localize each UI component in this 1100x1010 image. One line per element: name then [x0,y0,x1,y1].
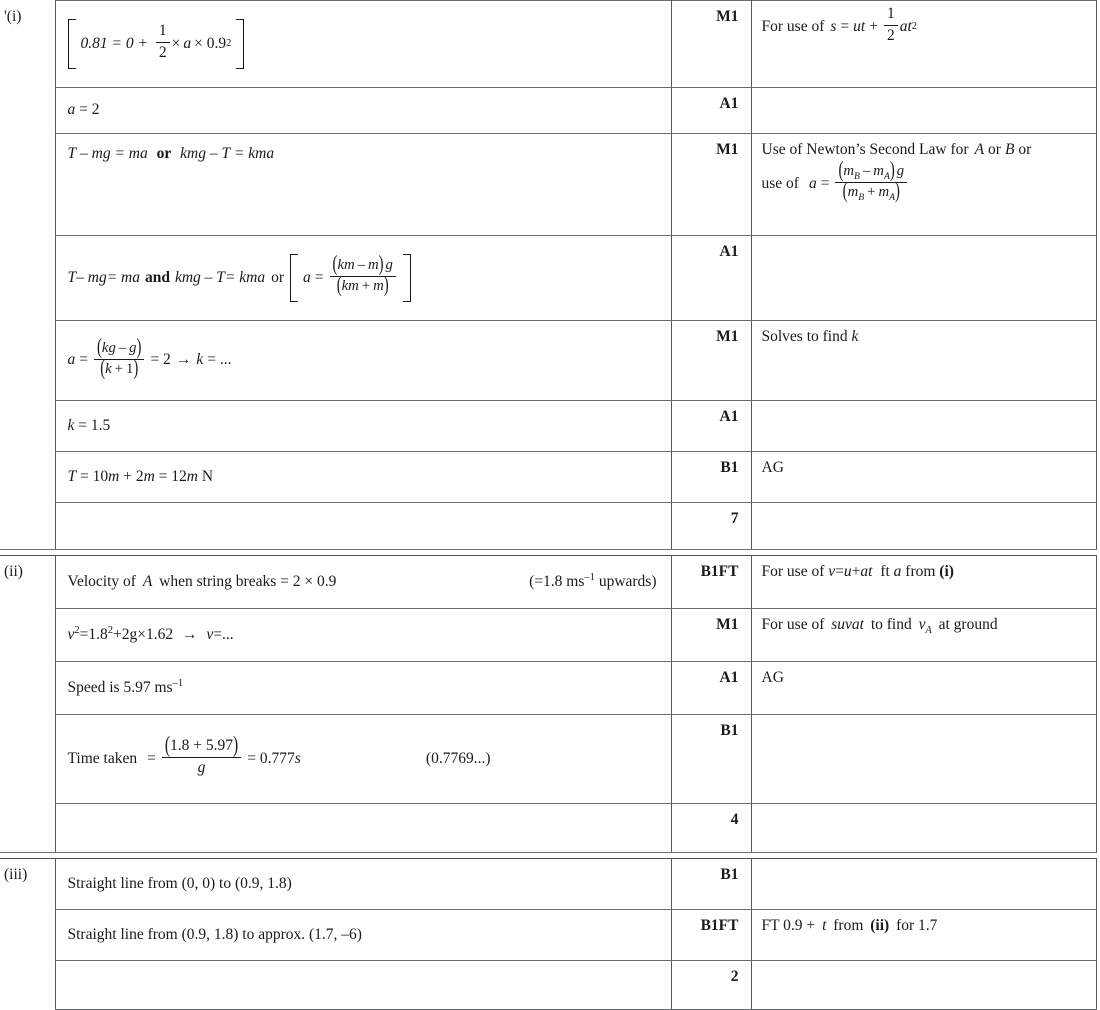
section-total-ii: 4 [671,804,751,853]
table-row [0,910,1096,961]
marks-cell: B1 [671,715,751,804]
table-row [0,134,1096,236]
marks-cell: M1 [671,609,751,662]
table-row [0,1,1096,88]
comment-cell: AG [751,662,1096,715]
comment-cell [751,236,1096,321]
table-row [0,662,1096,715]
part-label-spacer [0,961,55,1010]
part-label-spacer [0,503,55,550]
working-cell: T – mg = ma or kmg – T = kma [55,134,671,236]
working-cell: $v^2=1.8^2+2g\times 1.62 \to v=$... [55,609,671,662]
working-cell: a = $\frac{(kg - g)}{(k + 1)}$ = 2 → k = ... [55,321,671,401]
working-cell: Velocity of A when string breaks = 2 × 0.9 (=1.8 $ms^{-1}$ upwards) [55,556,671,609]
part-label-iii: (iii) [4,866,28,883]
aside-value: (=1.8 $ms^{-1}$ upwards) [529,571,657,590]
working-cell: k = 1.5 [55,401,671,452]
comment-cell: For use of suvat to find $v_A$ at ground [751,609,1096,662]
marks-cell: M1 [671,1,751,88]
comment-cell: Solves to find k [751,321,1096,401]
part-label-spacer [0,804,55,853]
comment-cell [751,859,1096,910]
marks-cell: A1 [671,401,751,452]
marks-cell: B1FT [671,910,751,961]
bracketed-equation: 0.81 = 0 + $\frac{1}{2}$ × a × 0.9 2 [68,19,245,69]
table-row-total [0,804,1096,853]
table-row [0,452,1096,503]
marks-cell: A1 [671,236,751,321]
table-row [0,236,1096,321]
comment-cell: For use of s = ut + $\frac{1}{2}$ at 2 [751,1,1096,88]
marks-cell: A1 [671,662,751,715]
marks-cell: M1 [671,321,751,401]
aside-value: (0.7769...) [425,749,491,767]
marks-cell: M1 [671,134,751,236]
working-cell: Speed is 5.97 $ms^{-1}$ [55,662,671,715]
table-row [0,609,1096,662]
table-row [0,401,1096,452]
marks-cell: A1 [671,88,751,134]
bracketed-formula: a = $\frac{(km - m) g}{(km + m)}$ [290,254,411,302]
working-cell [55,804,671,853]
part-label-ii: (ii) [4,563,23,580]
working-cell: Time taken = $\frac{(1.8 + 5.97)}{g}$ = 0.777 s (0.7769...) [55,715,671,804]
table-row-total [0,961,1096,1010]
table-row [0,88,1096,134]
working-cell: a = 2 [55,88,671,134]
working-cell: Straight line from (0, 0) to (0.9, 1.8) [55,859,671,910]
marks-cell: B1 [671,859,751,910]
table-row-total [0,503,1096,550]
working-cell: T = 10m + 2m = 12m N [55,452,671,503]
working-cell: Straight line from (0.9, 1.8) to approx. (1.7, –6) [55,910,671,961]
comment-cell [751,503,1096,550]
section-total-i: 7 [671,503,751,550]
marks-cell: B1 [671,452,751,503]
comment-cell: For use of v=u+at ft a from (i) [751,556,1096,609]
part-label-i: '(i) [4,7,22,25]
working-cell [55,503,671,550]
table-row [0,859,1096,910]
section-total-iii: 2 [671,961,751,1010]
comment-cell [751,88,1096,134]
marks-cell: B1FT [671,556,751,609]
table-row [0,321,1096,401]
comment-cell: Use of Newton’s Second Law for A or B or use of a = $\frac{(m_B - m_A) g}{(m_B + m_A)}$ [751,134,1096,236]
table-row [0,556,1096,609]
comment-cell [751,401,1096,452]
table-row [0,715,1096,804]
working-cell: T – mg = ma and kmg – T = kma or a = $\frac{(km - m) g}{(km + m)}$ [55,236,671,321]
working-cell [55,961,671,1010]
comment-cell: AG [751,452,1096,503]
comment-cell [751,715,1096,804]
comment-cell [751,804,1096,853]
working-cell [55,1,671,88]
comment-cell: FT 0.9 + t from (ii) for 1.7 [751,910,1096,961]
comment-cell [751,961,1096,1010]
